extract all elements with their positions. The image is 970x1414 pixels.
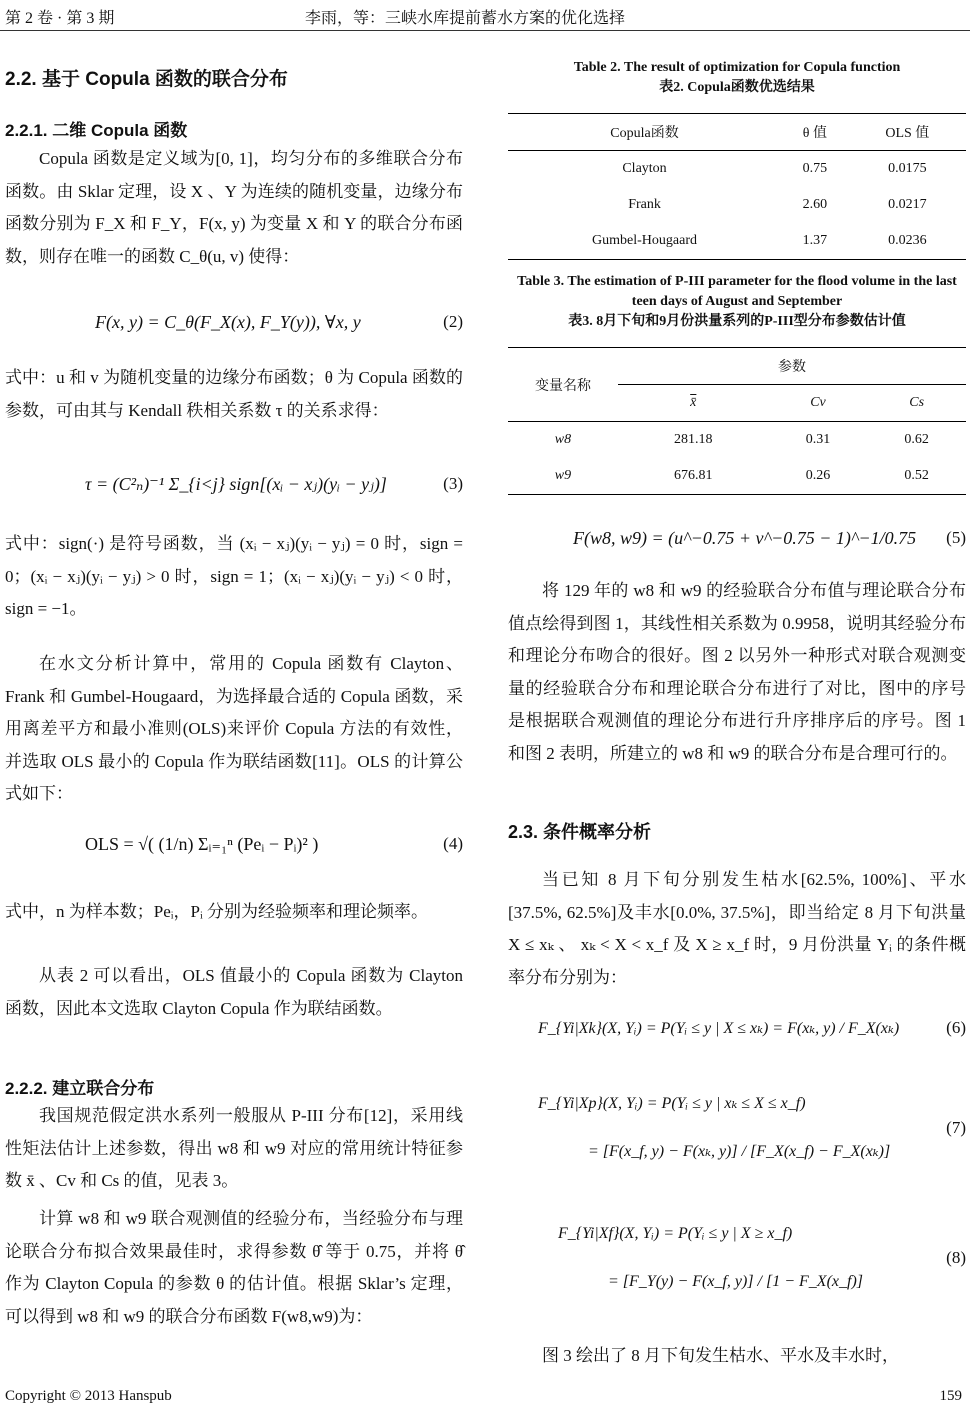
equation-line: F_{Yi|Xf}(X, Yᵢ) = P(Yᵢ ≤ y | X ≥ x_f) <box>558 1225 793 1242</box>
copyright: Copyright © 2013 Hanspub <box>5 1388 172 1404</box>
cell: 0.0175 <box>888 161 927 176</box>
table-row <box>508 151 966 188</box>
paragraph: 我国规范假定洪水系列一般服从 P-III 分布[12]，采用线性矩法估计上述参数，得出 w8 和 w9 对应的常用统计特征参数 x̄ 、Cv 和 Cs 的值，见表 3。 <box>5 1106 463 1190</box>
equation-number: (8) <box>946 1248 966 1267</box>
column-header: OLS 值 <box>885 126 930 141</box>
section-heading-2-3: 2.3. 条件概率分析 <box>508 822 652 842</box>
cell: Clayton <box>622 161 667 176</box>
table-header-row <box>508 348 966 385</box>
table-row <box>508 422 966 459</box>
column-header: Copula函数 <box>610 126 679 141</box>
equation-line: = [F_Y(y) − F(x_f, y)] / [1 − F_X(x_f)] <box>608 1273 863 1290</box>
caption-zh: 表3. 8月下旬和9月份洪量系列的P-III型分布参数估计值 <box>568 314 906 329</box>
paragraph: 当已知 8 月下旬分别发生枯水[62.5%, 100%]、平水[37.5%, 62.5%]及丰水[0.0%, 37.5%]，即当给定 8 月下旬洪量 X ≤ xₖ 、 xₖ < X < x_f 及 X ≥ x_f 时，9 月份洪量 Yᵢ 的条件概率分布分别为： <box>508 870 966 987</box>
cell: 0.0217 <box>888 197 927 212</box>
cell: w8 <box>554 432 572 447</box>
equation-text: F(w8, w9) = (u^−0.75 + v^−0.75 − 1)^−1/0.75 <box>573 528 917 548</box>
equation-text: τ = (C²ₙ)⁻¹ Σ_{i<j} sign[(xᵢ − xⱼ)(yᵢ − yⱼ)] <box>85 474 387 494</box>
paragraph: 在水文分析计算中，常用的 Copula 函数有 Clayton、Frank 和 Gumbel-Hougaard，为选择最合适的 Copula 函数，采用离差平方和最小准则(OLS)来评价 Copula 方法的有效性，并选取 OLS 最小的 Copula 作为联结函数[11]。OLS 的计算公式如下： <box>5 654 463 803</box>
equation-text: F(x, y) = C_θ(F_X(x), F_Y(y)), ∀x, y <box>95 312 361 332</box>
paragraph: 图 3 绘出了 8 月下旬发生枯水、平水及丰水时， <box>542 1346 899 1365</box>
paragraph: 式中：sign(·) 是符号函数，当 (xᵢ − xⱼ)(yᵢ − yⱼ) = 0 时，sign = 0；(xᵢ − xⱼ)(yᵢ − yⱼ) > 0 时，sign = 1；(xᵢ − xⱼ)(yᵢ − yⱼ) < 0 时，sign = −1。 <box>5 534 463 618</box>
section-heading-2-2: 2.2. 基于 Copula 函数的联合分布 <box>5 69 288 90</box>
group-header: 参数 <box>618 348 966 385</box>
paragraph: 将 129 年的 w8 和 w9 的经验联合分布值与理论联合分布值点绘得到图 1，其线性相关系数为 0.9958，说明其经验分布和理论分布吻合的很好。图 2 以另外一种形式对联合观测变量的经验联合分布和理论联合分布进行了对比，图中的序号是根据联合观测值的理论分布进行升序排序后的序号。图 1 和图 2 表明，所建立的 w8 和 w9 的联合分布是合理可行的。 <box>508 581 966 763</box>
paragraph: 式中，n 为样本数；Peᵢ，Pᵢ 分别为经验频率和理论频率。 <box>5 902 429 921</box>
cell: 0.52 <box>904 468 929 483</box>
table-3-caption <box>508 272 966 332</box>
table-2 <box>508 113 966 260</box>
paragraph: 式中：u 和 v 为随机变量的边缘分布函数；θ 为 Copula 函数的参数，可由其与 Kendall 秩相关系数 τ 的关系求得： <box>5 368 463 420</box>
table-row <box>508 223 966 260</box>
column-header: Cv <box>810 395 826 410</box>
equation-number: (7) <box>946 1118 966 1137</box>
cell: 0.31 <box>805 432 831 447</box>
section-heading-2-2-1: 2.2.1. 二维 Copula 函数 <box>5 121 188 140</box>
cell: Frank <box>628 197 661 212</box>
equation-6 <box>508 1018 966 1038</box>
table-header-row <box>508 114 966 151</box>
cell: 0.75 <box>802 161 828 176</box>
page-number: 159 <box>939 1388 962 1404</box>
table-row <box>508 458 966 495</box>
paragraph: 计算 w8 和 w9 联合观测值的经验分布，当经验分布与理论联合分布拟合效果最佳时，求得参数 θ̂ 等于 0.75，并将 θ̂ 作为 Clayton Copula 的参数 θ 的估计值。根据 Sklar’s 定理，可以得到 w8 和 w9 的联合分布函数 F(w8,w9)为： <box>5 1209 463 1326</box>
equation-text: OLS = √( (1/n) Σᵢ₌₁ⁿ (Peᵢ − Pᵢ)² ) <box>85 834 319 854</box>
cell: 2.60 <box>802 197 828 212</box>
table-3 <box>508 347 966 495</box>
section-heading-2-2-2: 2.2.2. 建立联合分布 <box>5 1079 155 1098</box>
cell: 0.26 <box>805 468 831 483</box>
paragraph: Copula 函数是定义域为[0, 1]，均匀分布的多维联合分布函数。由 Sklar 定理，设 X 、Y 为连续的随机变量，边缘分布函数分别为 F_X 和 F_Y，F(x, y) 为变量 X 和 Y 的联合分布函数，则存在唯一的函数 C_θ(u, v) 使得： <box>5 149 463 266</box>
table-row <box>508 187 966 223</box>
equation-line: F_{Yi|Xp}(X, Yᵢ) = P(Yᵢ ≤ y | xₖ ≤ X ≤ x_f) <box>538 1095 806 1112</box>
column-header: 变量名称 <box>508 348 618 422</box>
column-header: x̄ <box>690 395 697 410</box>
equation-number: (5) <box>946 528 966 547</box>
column-header: θ 值 <box>802 126 827 141</box>
caption-en: Table 3. The estimation of P-III parameter for the flood volume in the last teen days of August and September <box>517 274 957 309</box>
caption-en: Table 2. The result of optimization for Copula function <box>573 60 901 75</box>
column-header: Cs <box>909 395 925 410</box>
cell: 281.18 <box>674 432 713 447</box>
running-title: 李雨，等：三峡水库提前蓄水方案的优化选择 <box>305 10 626 27</box>
equation-number: (2) <box>443 312 463 331</box>
equation-number: (3) <box>443 474 463 493</box>
equation-5 <box>508 528 966 549</box>
cell: Gumbel-Hougaard <box>592 233 697 248</box>
cell: 0.62 <box>904 432 929 447</box>
journal-volume: 第 2 卷 · 第 3 期 <box>5 10 115 27</box>
equation-2 <box>5 312 463 333</box>
equation-line: = [F(x_f, y) − F(xₖ, y)] / [F_X(x_f) − F_X(xₖ)] <box>588 1143 891 1160</box>
equation-text: F_{Yi|Xk}(X, Yᵢ) = P(Yᵢ ≤ y | X ≤ xₖ) = F(xₖ, y) / F_X(xₖ) <box>538 1020 900 1037</box>
equation-number: (6) <box>946 1018 966 1037</box>
cell: 0.0236 <box>888 233 927 248</box>
caption-zh: 表2. Copula函数优选结果 <box>659 80 815 95</box>
equation-number: (4) <box>443 834 463 853</box>
equation-8 <box>508 1210 966 1306</box>
page-header <box>0 0 970 31</box>
equation-7 <box>508 1080 966 1176</box>
cell: 676.81 <box>674 468 713 483</box>
equation-4 <box>5 834 463 855</box>
table-2-caption <box>508 58 966 98</box>
equation-3 <box>5 474 463 495</box>
paragraph: 从表 2 可以看出，OLS 值最小的 Copula 函数为 Clayton 函数，因此本文选取 Clayton Copula 作为联结函数。 <box>5 966 463 1018</box>
cell: 1.37 <box>802 233 828 248</box>
cell: w9 <box>554 468 572 483</box>
